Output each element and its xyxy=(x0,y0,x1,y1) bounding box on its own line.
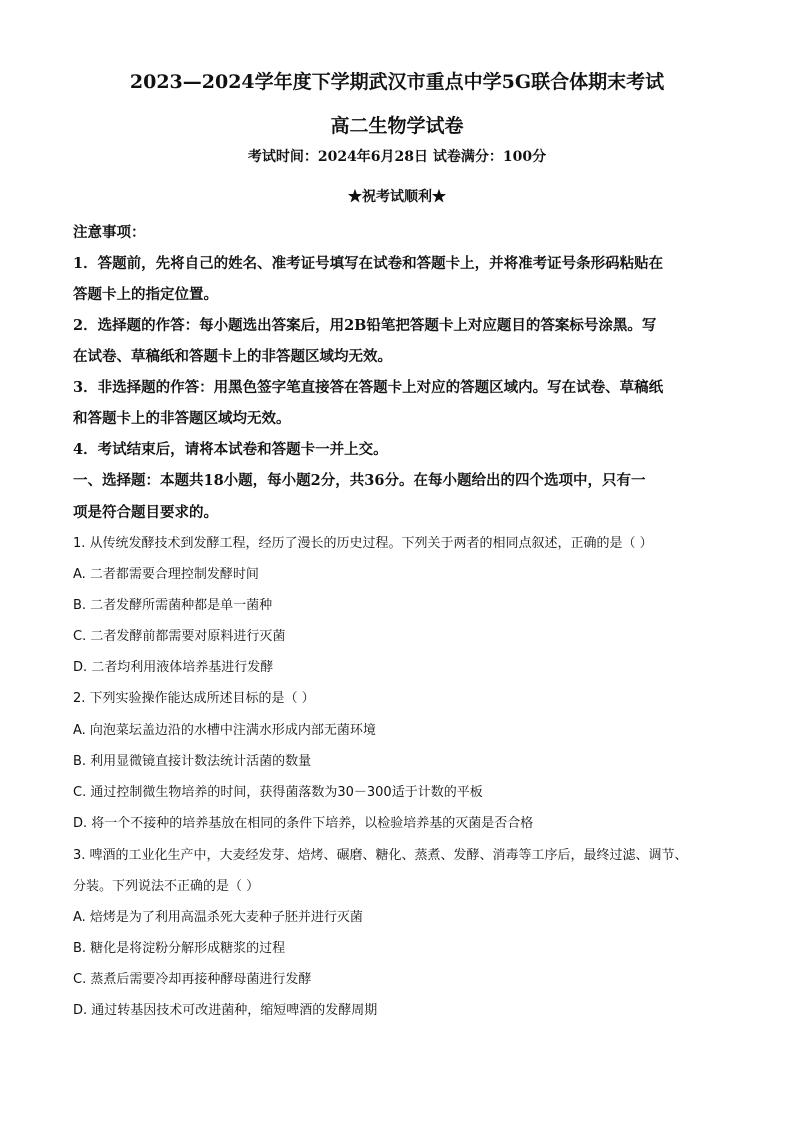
question-option: A. 向泡菜坛盖边沿的水槽中注满水形成内部无菌环境 xyxy=(73,723,376,738)
question-option: D. 二者均利用液体培养基进行发酵 xyxy=(73,660,274,675)
question-option: B. 利用显微镜直接计数法统计活菌的数量 xyxy=(73,754,312,769)
exam-info: 考试时间：2024年6月28日 试卷满分：100分 xyxy=(247,149,547,165)
question-option: B. 二者发酵所需菌种都是单一菌种 xyxy=(73,598,273,613)
question-stem: 3. 啤酒的工业化生产中，大麦经发芽、焙烤、碾磨、糖化、蒸煮、发酵、消毒等工序后，最终过滤、调节、 xyxy=(73,848,688,863)
exam-wish: ★祝考试顺利★ xyxy=(348,189,446,205)
question-stem: 1. 从传统发酵技术到发酵工程，经历了漫长的历史过程。下列关于两者的相同点叙述，正确的是（ ） xyxy=(73,536,653,551)
exam-subtitle: 高二生物学试卷 xyxy=(330,115,464,137)
question-option: C. 二者发酵前都需要对原料进行灭菌 xyxy=(73,629,286,644)
question-stem: 2. 下列实验操作能达成所述目标的是（ ） xyxy=(73,691,315,706)
question-option: A. 二者都需要合理控制发酵时间 xyxy=(73,567,259,582)
note-line: 在试卷、草稿纸和答题卡上的非答题区域均无效。 xyxy=(73,348,392,365)
section-heading: 一、选择题：本题共18小题，每小题2分，共36分。在每小题给出的四个选项中，只有一 xyxy=(73,472,646,489)
notes-heading: 注意事项： xyxy=(73,224,146,241)
note-line: 2．选择题的作答：每小题选出答案后，用2B铅笔把答题卡上对应题目的答案标号涂黑。写 xyxy=(73,317,657,334)
question-option: C. 通过控制微生物培养的时间，获得菌落数为30－300适于计数的平板 xyxy=(73,785,483,800)
question-option: C. 蒸煮后需要冷却再接种酵母菌进行发酵 xyxy=(73,972,312,987)
note-line: 3．非选择题的作答：用黑色签字笔直接答在答题卡上对应的答题区域内。写在试卷、草稿纸 xyxy=(73,379,664,396)
note-line: 4．考试结束后，请将本试卷和答题卡一并上交。 xyxy=(73,441,388,458)
question-option: A. 焙烤是为了利用高温杀死大麦种子胚并进行灭菌 xyxy=(73,910,363,925)
question-stem-cont: 分装。下列说法不正确的是（ ） xyxy=(73,879,260,894)
exam-title: 2023—2024学年度下学期武汉市重点中学5G联合体期末考试 xyxy=(129,71,665,93)
question-option: D. 将一个不接种的培养基放在相同的条件下培养，以检验培养基的灭菌是否合格 xyxy=(73,816,534,831)
note-line: 和答题卡上的非答题区域均无效。 xyxy=(73,410,291,427)
question-option: D. 通过转基因技术可改进菌种，缩短啤酒的发酵周期 xyxy=(73,1003,378,1018)
section-heading-cont: 项是符合题目要求的。 xyxy=(73,504,218,521)
note-line: 1．答题前，先将自己的姓名、准考证号填写在试卷和答题卡上，并将准考证号条形码粘贴在 xyxy=(73,255,664,272)
question-option: B. 糖化是将淀粉分解形成糖浆的过程 xyxy=(73,941,286,956)
note-line: 答题卡上的指定位置。 xyxy=(73,286,218,303)
